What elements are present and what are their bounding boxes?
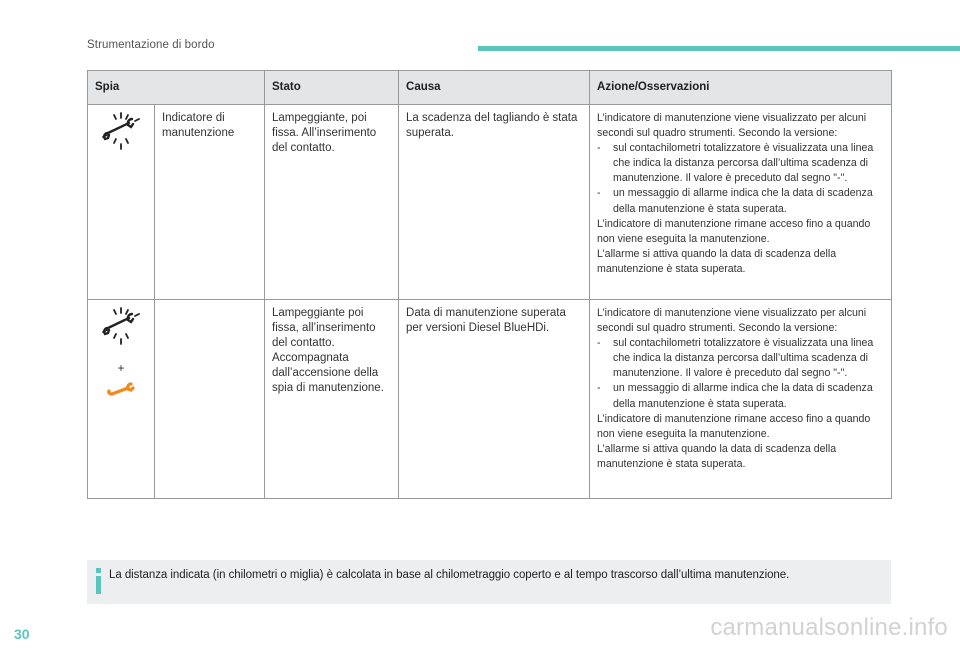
stato-cell: Lampeggiante poi fissa, all’inserimento del contatto. Accompagnata dall’accensione della spia di manutenzione. <box>265 300 399 499</box>
table-row <box>88 300 892 499</box>
column-header-causa: Causa <box>399 71 590 105</box>
orange-wrench-icon <box>106 382 136 398</box>
azione-outro: L’indicatore di manutenzione rimane acceso fino a quando non viene eseguita la manutenzione. <box>597 217 871 245</box>
azione-cell <box>590 300 892 499</box>
indicator-icon-cell <box>88 300 155 499</box>
column-header-stato: Stato <box>265 71 399 105</box>
azione-bullet <box>597 186 884 216</box>
bullet-dash: - <box>597 337 601 350</box>
watermark: carmanualsonline.info <box>710 614 948 641</box>
azione-outro: L’indicatore di manutenzione rimane acceso fino a quando non viene eseguita la manutenzione. <box>597 412 871 440</box>
info-icon <box>95 568 103 594</box>
azione-bullet-text: un messaggio di allarme indica che la data di scadenza della manutenzione è stata superata. <box>613 187 873 215</box>
maintenance-wrench-icon <box>99 111 143 151</box>
table-header-row <box>88 71 892 105</box>
azione-bullet-text: sul contachilometri totalizzatore è visualizzata una linea che indica la distanza percorsa dall’ultima scadenza di manutenzione. Il valore è preceduto dal segno "-". <box>613 337 874 380</box>
indicator-name: Indicatore di manutenzione <box>155 105 265 300</box>
table-row <box>88 105 892 300</box>
stato-cell: Lampeggiante, poi fissa. All’inserimento del contatto. <box>265 105 399 300</box>
azione-bullet <box>597 336 884 381</box>
indicator-name <box>155 300 265 499</box>
azione-bullet-text: sul contachilometri totalizzatore è visualizzata una linea che indica la distanza percorsa dall’ultima scadenza di manutenzione. Il valore è preceduto dal segno "-". <box>613 142 874 185</box>
info-note <box>87 560 891 604</box>
azione-intro: L’indicatore di manutenzione viene visualizzato per alcuni secondi sul quadro strumenti. Secondo la versione: <box>597 112 867 140</box>
section-title: Strumentazione di bordo <box>87 39 215 51</box>
bullet-dash: - <box>597 142 601 155</box>
azione-bullet-text: un messaggio di allarme indica che la data di scadenza della manutenzione è stata superata. <box>613 382 873 410</box>
plus-sign: + <box>117 361 125 375</box>
warning-lights-table <box>87 70 892 499</box>
azione-bullet <box>597 381 884 411</box>
header-accent-bar <box>478 46 960 51</box>
column-header-spia: Spia <box>88 71 265 105</box>
page-number: 30 <box>14 626 30 642</box>
maintenance-wrench-icon <box>99 306 143 346</box>
info-note-text: La distanza indicata (in chilometri o miglia) è calcolata in base al chilometraggio coperto e al tempo trascorso dall’ultima manutenzione. <box>109 569 790 581</box>
azione-intro: L’indicatore di manutenzione viene visualizzato per alcuni secondi sul quadro strumenti. Secondo la versione: <box>597 307 867 335</box>
bullet-dash: - <box>597 187 601 200</box>
azione-outro: L’allarme si attiva quando la data di scadenza della manutenzione è stata superata. <box>597 247 837 275</box>
azione-outro: L’allarme si attiva quando la data di scadenza della manutenzione è stata superata. <box>597 442 837 470</box>
column-header-azione: Azione/Osservazioni <box>590 71 892 105</box>
causa-cell: La scadenza del tagliando è stata superata. <box>399 105 590 300</box>
azione-bullet <box>597 141 884 186</box>
bullet-dash: - <box>597 382 601 395</box>
azione-cell <box>590 105 892 300</box>
indicator-icon-cell <box>88 105 155 300</box>
causa-cell: Data di manutenzione superata per versioni Diesel BlueHDi. <box>399 300 590 499</box>
